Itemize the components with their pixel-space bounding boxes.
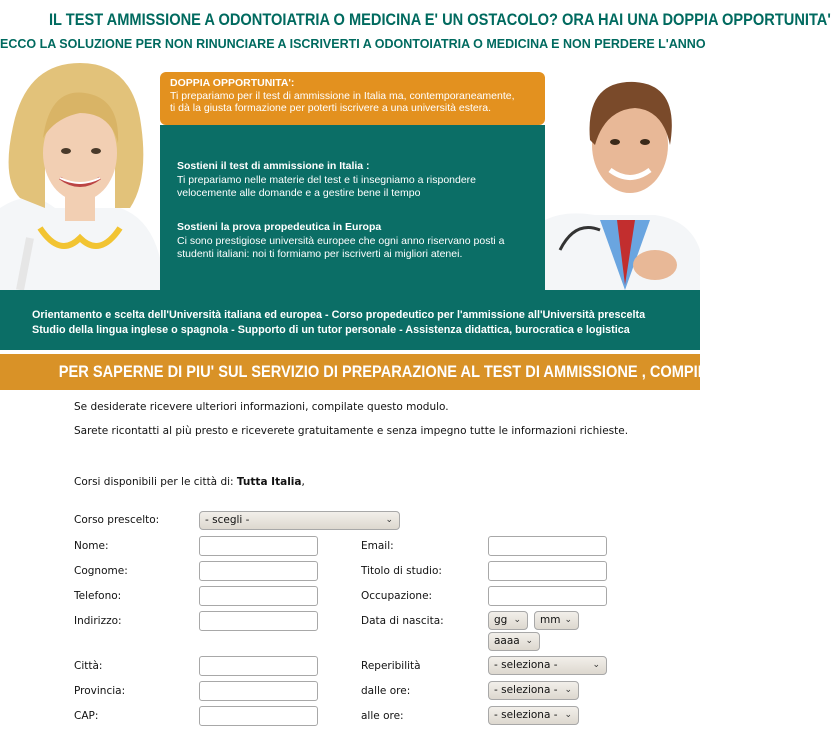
double-opportunity-line1: Ti prepariamo per il test di ammissione in Italia ma, contemporaneamente, [170, 89, 515, 102]
birth-day-value: gg [494, 614, 508, 626]
citta-label: Città: [74, 660, 103, 672]
birth-year-value: aaaa [494, 635, 520, 647]
page-headline: IL TEST AMMISSIONE A ODONTOIATRIA O MEDICINA E' UN OSTACOLO? ORA HAI UNA DOPPIA OPPORTUNITA' [49, 10, 831, 29]
cities-value: Tutta Italia [236, 476, 302, 488]
titolo-label: Titolo di studio: [361, 565, 442, 577]
cognome-label: Cognome: [74, 565, 128, 577]
form-cta-banner [0, 354, 781, 390]
cap-input[interactable] [199, 706, 318, 726]
birth-month-value: mm [540, 614, 561, 626]
birth-day-select[interactable] [488, 611, 528, 630]
chevron-down-icon: ⌄ [513, 615, 521, 625]
telefono-label: Telefono: [74, 590, 122, 602]
dalle-ore-select[interactable] [488, 681, 579, 700]
italy-test-line2: velocemente alle domande e a gestire bene il tempo [177, 187, 421, 199]
services-band [0, 290, 700, 350]
europe-test-line1: Ci sono prestigiose università europee che ogni anno riservano posti a [177, 234, 505, 247]
indirizzo-input[interactable] [199, 611, 318, 631]
chevron-down-icon: ⌄ [385, 515, 393, 525]
services-line1: Orientamento e scelta dell'Università italiana ed europea - Corso propedeutico per l'ammissione all'Università prescelta [32, 309, 646, 321]
birth-month-select[interactable] [534, 611, 579, 630]
europe-test-line2: studenti italiani: noi ti formiamo per iscriverti ai migliori atenei. [177, 248, 463, 260]
email-input[interactable] [488, 536, 607, 556]
hero-teal-panel [160, 125, 545, 290]
dalle-ore-label: dalle ore: [361, 685, 411, 697]
email-label: Email: [361, 540, 394, 552]
reperibilita-value: - seleziona - [494, 659, 558, 671]
intro-paragraph-1: Se desiderate ricevere ulteriori informazioni, compilate questo modulo. [74, 401, 449, 413]
cognome-input[interactable] [199, 561, 318, 581]
double-opportunity-box [160, 72, 545, 125]
titolo-input[interactable] [488, 561, 607, 581]
alle-ore-label: alle ore: [361, 710, 404, 722]
italy-test-line1: Ti prepariamo nelle materie del test e ti insegniamo a rispondere [177, 173, 477, 186]
indirizzo-label: Indirizzo: [74, 615, 122, 627]
citta-input[interactable] [199, 656, 318, 676]
provincia-label: Provincia: [74, 685, 126, 697]
intro-paragraph-2: Sarete ricontatti al più presto e riceverete gratuitamente e senza impegno tutte le informazioni richieste. [74, 425, 629, 437]
male-doctor-image [545, 70, 700, 290]
occupazione-input[interactable] [488, 586, 607, 606]
chevron-down-icon: ⌄ [592, 660, 600, 670]
corso-label: Corso prescelto: [74, 514, 160, 526]
nome-input[interactable] [199, 536, 318, 556]
europe-test-block [177, 221, 532, 262]
italy-test-block [177, 160, 532, 201]
chevron-down-icon: ⌄ [564, 710, 572, 720]
reperibilita-label: Reperibilità [361, 660, 421, 672]
europe-test-title: Sostieni la prova propedeutica in Europa [177, 221, 382, 233]
chevron-down-icon: ⌄ [525, 636, 533, 646]
corso-select-value: - scegli - [205, 514, 250, 526]
double-opportunity-title: DOPPIA OPPORTUNITA': [170, 77, 295, 89]
telefono-input[interactable] [199, 586, 318, 606]
female-doctor-image [0, 58, 160, 290]
alle-ore-value: - seleziona - [494, 709, 558, 721]
cities-suffix: , [301, 476, 305, 488]
birth-year-select[interactable] [488, 632, 540, 651]
occupazione-label: Occupazione: [361, 590, 433, 602]
services-line2: Studio della lingua inglese o spagnola - Supporto di un tutor personale - Assistenza didattica, burocratica e logistica [32, 324, 630, 336]
available-cities [74, 476, 305, 488]
reperibilita-select[interactable] [488, 656, 607, 675]
form-cta-text: PER SAPERNE DI PIU' SUL SERVIZIO DI PREPARAZIONE AL TEST DI AMMISSIONE , COMPILA IL FORM [58, 362, 781, 381]
dalle-ore-value: - seleziona - [494, 684, 558, 696]
alle-ore-select[interactable] [488, 706, 579, 725]
italy-test-title: Sostieni il test di ammissione in Italia : [177, 160, 370, 172]
chevron-down-icon: ⌄ [564, 685, 572, 695]
double-opportunity-line2: ti dà la giusta formazione per poterti iscrivere a una università estera. [170, 102, 491, 114]
cap-label: CAP: [74, 710, 99, 722]
corso-select[interactable] [199, 511, 400, 530]
cities-prefix: Corsi disponibili per le città di: [74, 476, 234, 488]
nome-label: Nome: [74, 540, 109, 552]
page-subheadline: ECCO LA SOLUZIONE PER NON RINUNCIARE A ISCRIVERTI A ODONTOIATRIA O MEDICINA E NON PERDERE L'ANNO [0, 37, 706, 51]
nascita-label: Data di nascita: [361, 615, 444, 627]
chevron-down-icon: ⌄ [564, 615, 572, 625]
provincia-input[interactable] [199, 681, 318, 701]
